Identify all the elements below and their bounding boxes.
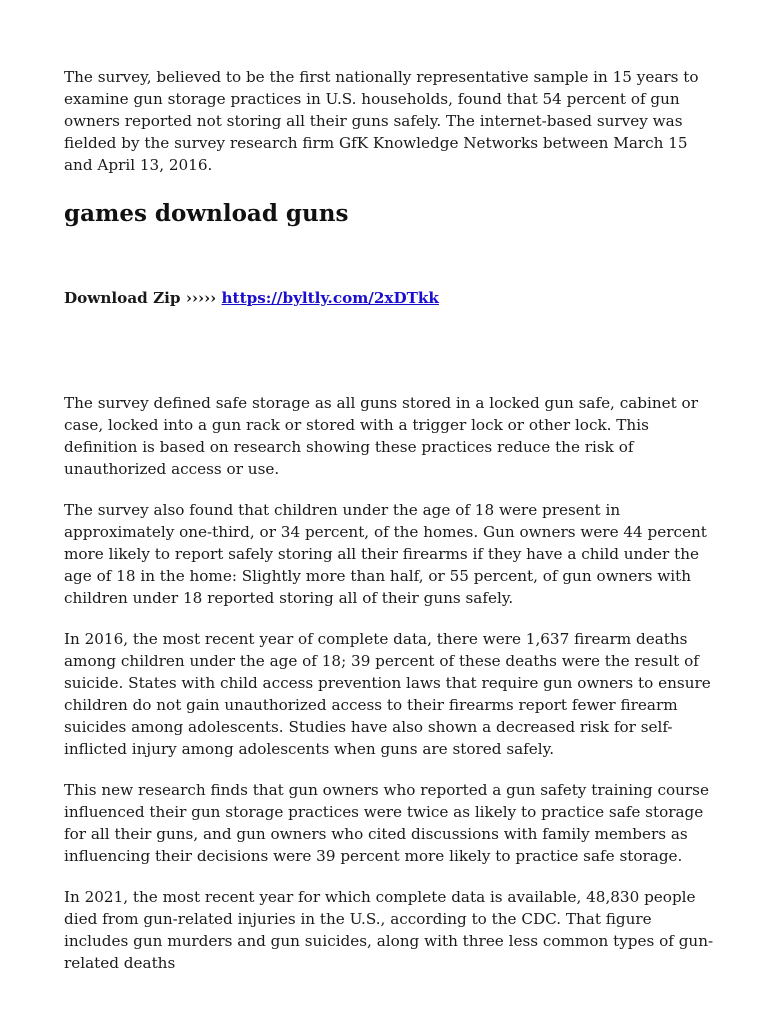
paragraph-safety-training: This new research finds that gun owners who reported a gun safety training course influenced their gun storage practices were twice as likely to practice safe storage for all their guns, and gun owners who cited discussions with family members as influencing their decisions were 39 percent more likely to practice safe storage. xyxy=(64,781,709,865)
paragraph-firearm-deaths-2016: In 2016, the most recent year of complete data, there were 1,637 firearm deaths among children under the age of 18; 39 percent of these deaths were the result of suicide. States with child access prevention laws that require gun owners to ensure children do not gain unauthorized access to their firearms report fewer firearm suicides among adolescents. Studies have also shown a decreased risk for self-inflicted injury among adolescents when guns are stored safely. xyxy=(64,630,711,758)
download-line xyxy=(64,287,714,309)
page-heading: games download guns xyxy=(64,200,349,227)
document-page xyxy=(64,66,714,993)
paragraph-safe-storage-definition: The survey defined safe storage as all guns stored in a locked gun safe, cabinet or case, locked into a gun rack or stored with a trigger lock or other lock. This definition is based on research showing these practices reduce the risk of unauthorized access or use. xyxy=(64,394,698,478)
paragraph-deaths-2021: In 2021, the most recent year for which complete data is available, 48,830 people died from gun-related injuries in the U.S., according to the CDC. That figure includes gun murders and gun suicides, along with three less common types of gun-related deaths xyxy=(64,888,714,972)
paragraph-children-present: The survey also found that children under the age of 18 were present in approximately one-third, or 34 percent, of the homes. Gun owners were 44 percent more likely to report safely storing all their firearms if they have a child under the age of 18 in the home: Slightly more than half, or 55 percent, of gun owners with children under 18 reported storing all of their guns safely. xyxy=(64,501,707,607)
body-paragraphs xyxy=(64,392,714,974)
intro-paragraph: The survey, believed to be the first nationally representative sample in 15 years to examine gun storage practices in U.S. households, found that 54 percent of gun owners reported not storing all their guns safely. The internet-based survey was fielded by the survey research firm GfK Knowledge Networks between March 15 and April 13, 2016. xyxy=(64,68,699,174)
download-label: Download Zip xyxy=(64,289,181,307)
download-arrows: ››››› xyxy=(185,289,217,307)
download-link[interactable]: https://byltly.com/2xDTkk xyxy=(221,289,439,307)
